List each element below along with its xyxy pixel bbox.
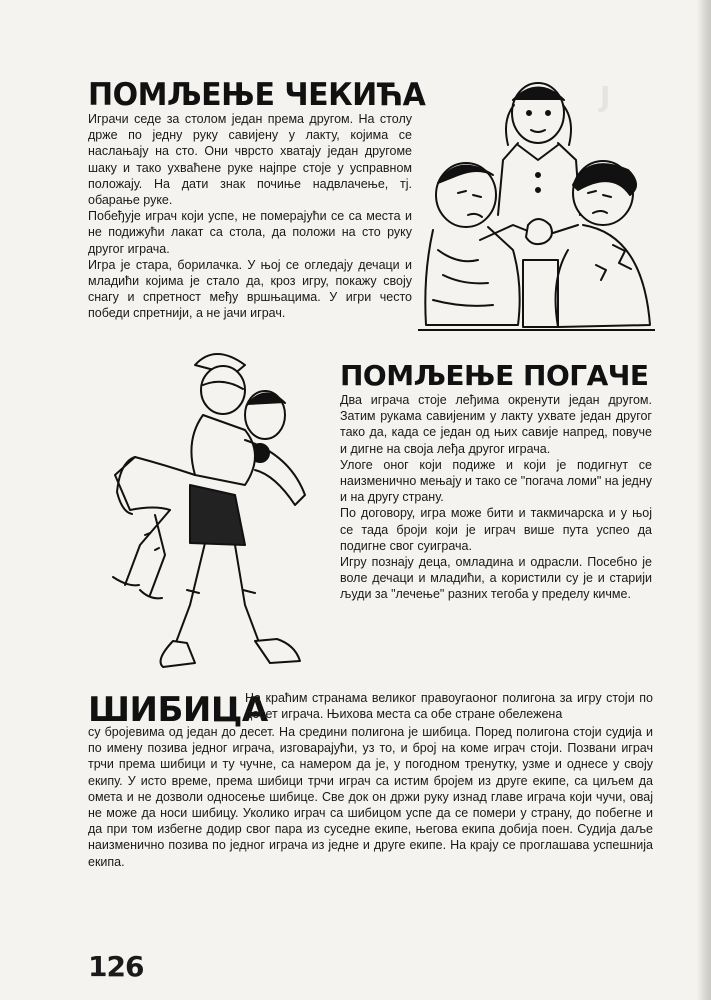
bleed-through: J bbox=[600, 80, 611, 113]
section-body-sibica: су бројевима од један до десет. На средини полигона је шибица. Поред полигона стоји судија и по имену позива једног играча, изговарајући, уз то, и број на коме играч стоји. Позвани играч трчи према шибици и ту чучне, са намером да је, у погодном тренутку, узме и однесе у своју екипу. У исто време, према шибици трчи играч са истим бројем из друге екипе, са циљем да омета и не дозволи односење шибице. Све док он држи руку изнад главе играча који чучи, овај не може да носи шибицу. Уколико играч са шибицом успе да се помери у страну, до побегне и да при том избегне додир свог пара из суседне екипе, његова екипа добија поен. Судија даље наизменично позива по једног играча из једне и друге екипе. На крају се проглашава успешнија екипа. bbox=[88, 725, 653, 869]
section-body-pomljenje-pogace bbox=[340, 392, 652, 603]
section-title-sibica: ШИБИЦА bbox=[88, 690, 268, 730]
section-title-pomljenje-pogace: ПОМЉЕЊЕ ПОГАЧЕ bbox=[340, 359, 649, 392]
paragraph: Два играча стоје леђима окренути један другом. Затим рукама савијеним у лакту ухвате један другог тако да, када се један од њих савије напред, повуче и дигне на своја леђа другог играча. bbox=[340, 393, 652, 456]
paragraph: Улоге оног који подиже и који је подигнут се наизменично мењају и тако се "погача ломи" на једну и на другу страну. bbox=[340, 457, 652, 505]
section-body-pomljenje-cekica bbox=[88, 111, 412, 322]
arm-wrestling-boys-illustration bbox=[418, 75, 655, 345]
paragraph: Игра је стара, борилачка. У њој се огледају дечаци и младићи којима је стало да, кроз игру, покажу своју снагу и спретност међу вршњацима. У игри често победи спретнији, а не јачи играч. bbox=[88, 257, 412, 321]
back-to-back-lifting-boys-illustration bbox=[95, 345, 325, 675]
page-edge-shadow bbox=[697, 0, 711, 1000]
section-title-pomljenje-cekica: ПОМЉЕЊЕ ЧЕКИЋА bbox=[88, 76, 426, 114]
paragraph: Игру познају деца, омладина и одрасли. Посебно је воле дечаци и младићи, а користили су је и старији људи за "лечење" разних тегоба у пределу кичме. bbox=[340, 555, 652, 602]
page-number: 126 bbox=[88, 950, 144, 983]
paragraph: Играчи седе за столом један према другом. На столу држе по једну руку савијену у лакту, којима се наслањају на сто. Они чврсто хватају један другоме шаку и тако ухваћене руке најпре стоје у усправном положају. На дати знак почиње надвлачење, тј. обарање руке. bbox=[88, 112, 412, 208]
paragraph: По договору, игра може бити и такмичарска и у њој се тада броји који је играч више пута успео да подигне свог суиграча. bbox=[340, 506, 652, 553]
section-lead-sibica: На краћим странама великог правоугаоног полигона за игру стоји по десет играча. Њихова места са обе стране обележена bbox=[245, 691, 653, 722]
paragraph: Побеђује играч који успе, не померајући се са места и не подижући лакат са стола, да положи на сто руку другог играча. bbox=[88, 209, 412, 256]
